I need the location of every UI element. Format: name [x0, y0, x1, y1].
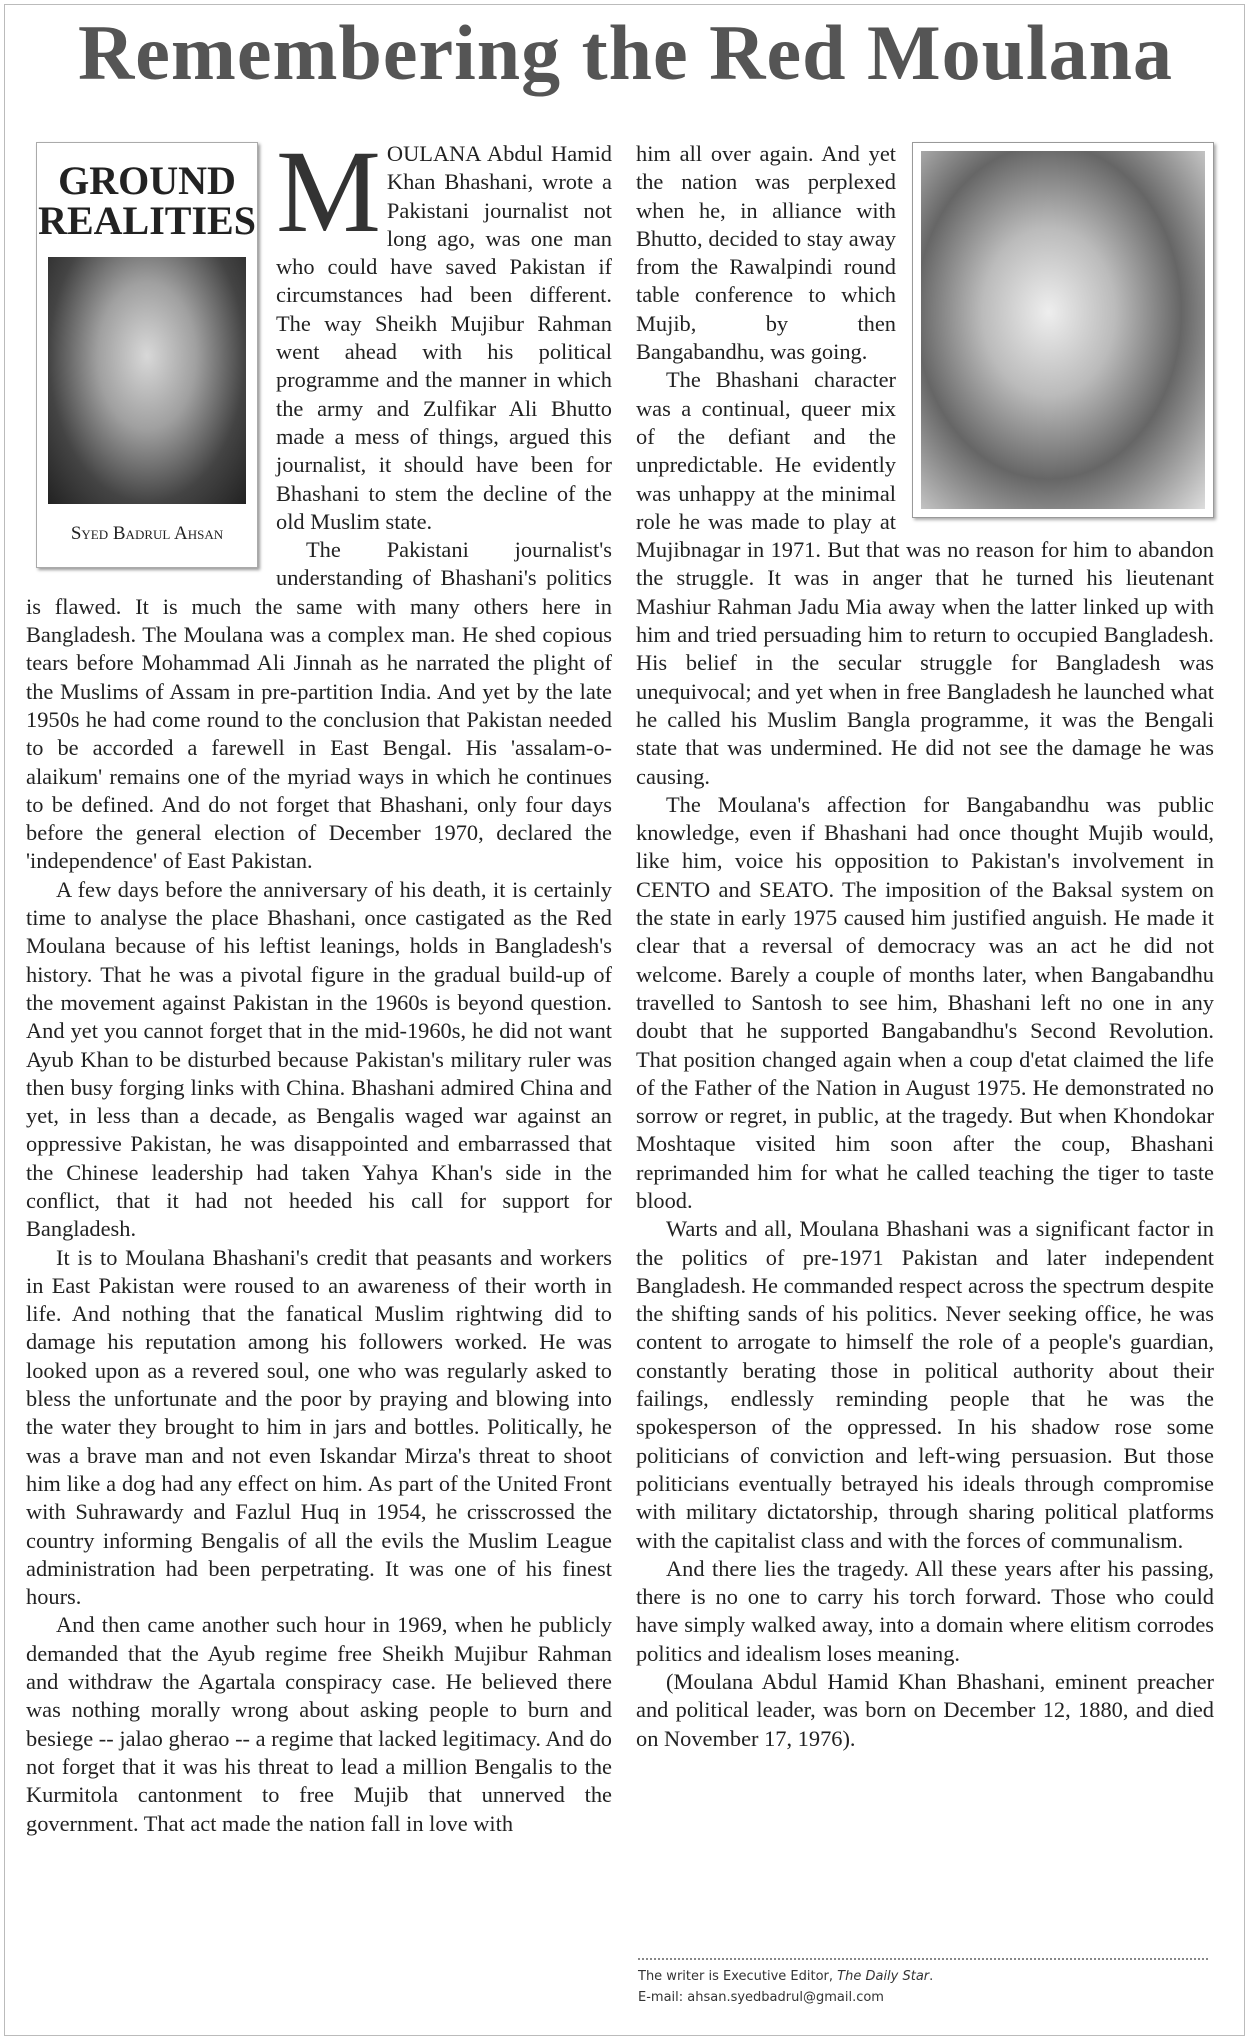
paragraph: And then came another such hour in 1969, when he publicly demanded that the Ayub regime free Sheikh Mujibur Rahman and withdraw the Agartala conspiracy case. He believed there was nothing morally wrong about asking people to burn and besiege -- jalao gherao -- a regime that lacked legitimacy. And do not forget that it was his threat to lead a million Bengalis to the Kurmitola cantonment to free Mujib that unnerved the government. That act made the nation fall in love with [26, 1612, 612, 1836]
paragraph: The Moulana's affection for Bangabandhu was public knowledge, even if Bhashani had once thought Mujib would, like him, voice his opposition to Pakistan's involvement in CENTO and SEATO. The imposition of the Baksal system on the state in early 1975 caused him justified anguish. He made it clear that a reversal of democracy was an act he did not welcome. Barely a couple of months later, when Bangabandhu travelled to Santosh to see him, Bhashani left no one in any doubt that he supported Bangabandhu's Second Revolution. That position changed again when a coup d'etat claimed the life of the Father of the Nation in August 1975. He demonstrated no sorrow or regret, in public, at the tragedy. But when Khondokar Moshtaque visited him soon after the coup, Bhashani reprimanded him for what he called teaching the tiger to taste blood. [636, 791, 1214, 1213]
writer-note: The writer is Executive Editor, The Daily Star. [638, 1969, 934, 1984]
drop-cap: M [276, 126, 381, 257]
paragraph: MOULANA Abdul Hamid Khan Bhashani, wrote a Pakistani journalist not long ago, was one man who could have saved Pakistan if circumstances had been different. The way Sheikh Mujibur Rahman went ahead with his political programme and the manner in which the army and Zulfikar Ali Bhutto made a mess of things, argued this journalist, it should have been for Bhashani to stem the decline of the old Muslim state. [276, 126, 612, 534]
author-photo [48, 257, 246, 504]
author-note [638, 1958, 1208, 2008]
publication-name: The Daily Star [837, 1969, 930, 1984]
author-email: E-mail: ahsan.syedbadrul@gmail.com [638, 1990, 884, 2005]
paragraph: The Bhashani character was a continual, queer mix of the defiant and the unpredictable. He evidently was unhappy at the minimal role he was made to play at Mujibnagar in 1971. But that was no reason for him to abandon the struggle. It was in anger that he turned his lieutenant Mashiur Rahman Jadu Mia away when the latter linked up with him and tried persuading him to return to occupied Bangladesh. His belief in the secular struggle for Bangladesh was unequivocal; and yet when in free Bangladesh he launched what he called his Muslim Bangla programme, it was the Bengali state that was undermined. He did not see the damage he was causing. [636, 367, 1214, 789]
right-column [636, 140, 1214, 1753]
paragraph: him all over again. And yet the nation was perplexed when he, in alliance with Bhutto, decided to stay away from the Rawalpindi round table conference to which Mujib, by then Bangabandhu, was going. [636, 141, 896, 365]
paragraph: A few days before the anniversary of his death, it is certainly time to analyse the place Bhashani, once castigated as the Red Moulana because of his leftist leanings, holds in Bangladesh's history. That he was a pivotal figure in the gradual build-up of the movement against Pakistan in the 1960s is beyond question. And yet you cannot forget that in the mid-1960s, he did not want Ayub Khan to be disturbed because Pakistan's military ruler was then busy forging links with China. Bhashani admired China and yet, in less than a decade, as Bengalis waged war against an oppressive Pakistan, he was disappointed and embarrassed that the Chinese leadership had taken Yahya Khan's side in the conflict, that it had not heeded his call for support for Bangladesh. [26, 876, 612, 1242]
paragraph: The Pakistani journalist's understanding of Bhashani's politics is flawed. It is much the same with many others here in Bangladesh. The Moulana was a complex man. He shed copious tears before Mohammad Ali Jinnah as he narrated the plight of the Muslims of Assam in pre-partition India. And yet by the late 1950s he had come round to the conclusion that Pakistan needed to be accorded a farewell in East Bengal. His 'assalam-o-alaikum' remains one of the myriad ways in which he continues to be defined. And do not forget that Bhashani, only four days before the general election of December 1970, declared the 'independence' of East Pakistan. [26, 537, 612, 874]
left-column [26, 126, 612, 1838]
paragraph: It is to Moulana Bhashani's credit that peasants and workers in East Pakistan were roused to an awareness of their worth in life. And nothing that the fanatical Muslim rightwing did to damage his reputation among his followers worked. He was looked upon as a revered soul, one who was regularly asked to bless the unfortunate and the poor by praying and blowing into the water they brought to him in jars and bottles. Politically, he was a brave man and not even Iskandar Mirza's threat to shoot him like a dog had any effect on him. As part of the United Front with Suhrawardy and Fazlul Huq in 1954, he crisscrossed the country informing Bengalis of all the evils the Muslim League administration had been perpetrating. It was one of his finest hours. [26, 1244, 612, 1610]
paragraph: And there lies the tragedy. All these years after his passing, there is no one to carry his torch forward. Those who could have simply walked away, into a domain where elitism corrodes politics and idealism loses meaning. [636, 1555, 1214, 1666]
paragraph: Warts and all, Moulana Bhashani was a significant factor in the politics of pre-1971 Pakistan and later independent Bangladesh. He commanded respect across the spectrum despite the shifting sands of his politics. Never seeking office, he was content to arrogate to himself the role of a people's guardian, constantly berating those in political authority about their failings, endlessly reminding people that he was the spokesperson of the oppressed. In his shadow rose some politicians of conviction and left-wing persuasion. But those politicians eventually betrayed his ideals through compromise with military dictatorship, through sharing political platforms with the capitalist class and with the forces of communalism. [636, 1216, 1214, 1553]
column-label: GROUND REALITIES [38, 158, 256, 243]
paragraph: (Moulana Abdul Hamid Khan Bhashani, eminent preacher and political leader, was born on December 12, 1880, and died on November 17, 1976). [636, 1669, 1214, 1751]
article-title: Remembering the Red Moulana [77, 9, 1174, 96]
column-box [36, 142, 258, 568]
author-byline: Syed Badrul Ahsan [70, 523, 224, 544]
bhashani-photo [912, 142, 1214, 518]
